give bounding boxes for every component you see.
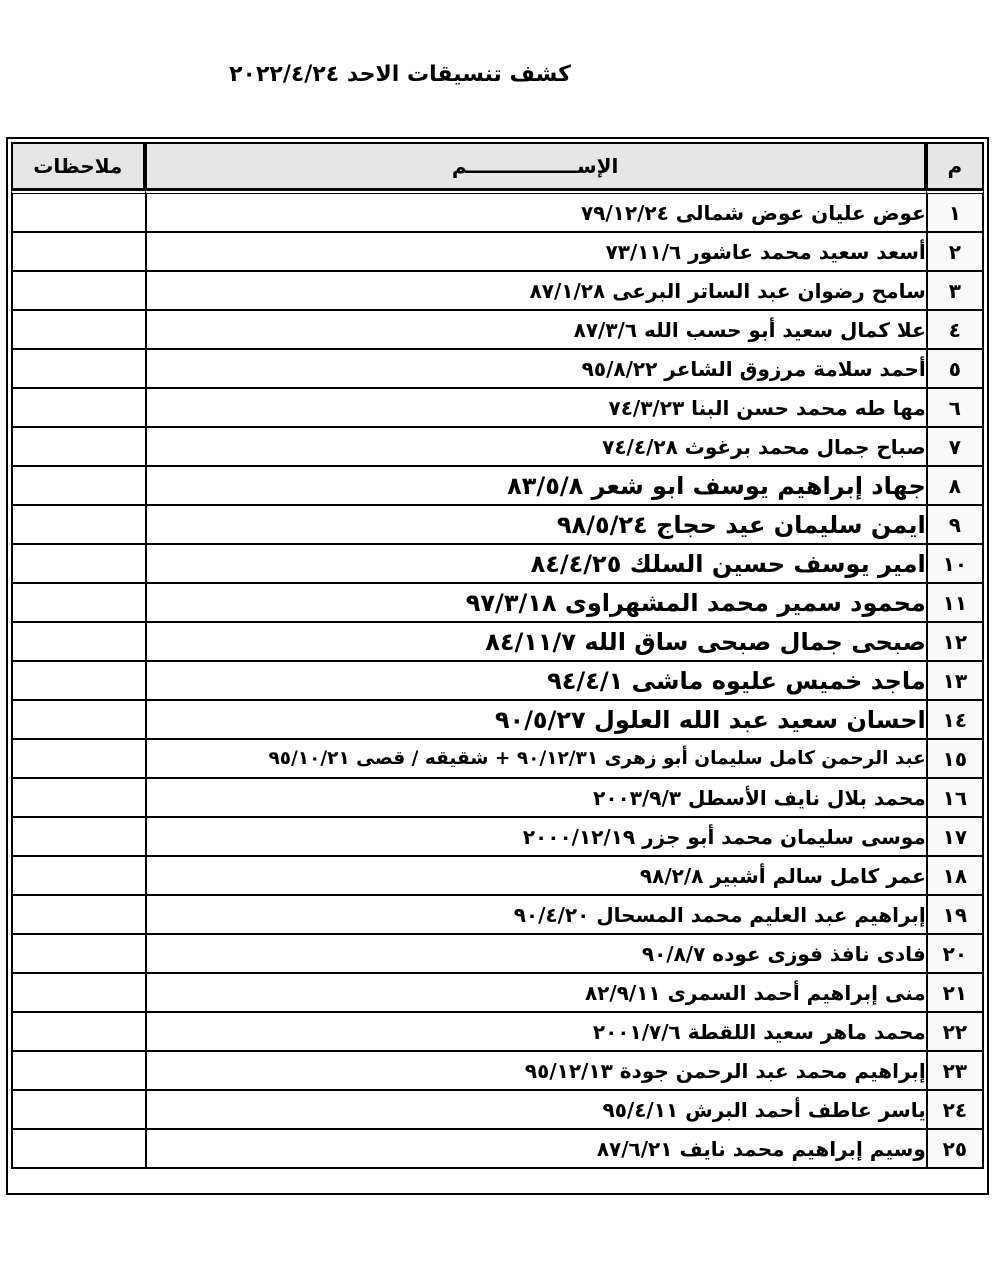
row-number-cell: ٢١ — [926, 974, 984, 1013]
row-number-cell: ١٣ — [926, 662, 984, 701]
row-notes-cell — [11, 701, 145, 740]
row-notes-cell — [11, 389, 145, 428]
row-notes-cell — [11, 623, 145, 662]
table-row — [11, 623, 984, 662]
table-row — [11, 662, 984, 701]
table-row — [11, 190, 984, 233]
row-number-cell: ٢٠ — [926, 935, 984, 974]
row-name-cell: صباح جمال محمد برغوث ٧٤/٤/٢٨ — [145, 428, 926, 467]
row-notes-cell — [11, 1013, 145, 1052]
row-number-cell: ٣ — [926, 272, 984, 311]
row-name-cell: وسيم إبراهيم محمد نايف ٨٧/٦/٢١ — [145, 1130, 926, 1169]
row-number-cell: ٦ — [926, 389, 984, 428]
row-number-cell: ٢٢ — [926, 1013, 984, 1052]
row-number-cell: ٩ — [926, 506, 984, 545]
table-header-row — [11, 142, 984, 190]
table-row — [11, 467, 984, 506]
table-body — [11, 190, 984, 1169]
table-row — [11, 389, 984, 428]
row-number-cell: ٢٥ — [926, 1130, 984, 1169]
row-notes-cell — [11, 272, 145, 311]
row-name-cell: سامح رضوان عبد الساتر البرعى ٨٧/١/٢٨ — [145, 272, 926, 311]
number-column-header: م — [926, 142, 984, 190]
table-row — [11, 311, 984, 350]
roster-table — [11, 142, 984, 1169]
row-name-cell: مها طه محمد حسن البنا ٧٤/٣/٢٣ — [145, 389, 926, 428]
name-column-header: الإســــــــــــــــم — [145, 142, 926, 190]
table-row — [11, 1013, 984, 1052]
row-notes-cell — [11, 1091, 145, 1130]
row-notes-cell — [11, 779, 145, 818]
table-row — [11, 974, 984, 1013]
table-row — [11, 1130, 984, 1169]
row-name-cell: منى إبراهيم أحمد السمرى ٨٢/٩/١١ — [145, 974, 926, 1013]
row-name-cell: محمد بلال نايف الأسطل ٢٠٠٣/٩/٣ — [145, 779, 926, 818]
row-name-cell: أسعد سعيد محمد عاشور ٧٣/١١/٦ — [145, 233, 926, 272]
table-row — [11, 428, 984, 467]
row-number-cell: ١٤ — [926, 701, 984, 740]
row-name-cell: ماجد خميس عليوه ماشى ٩٤/٤/١ — [145, 662, 926, 701]
row-number-cell: ٧ — [926, 428, 984, 467]
row-notes-cell — [11, 190, 145, 233]
row-notes-cell — [11, 896, 145, 935]
row-name-cell: عبد الرحمن كامل سليمان أبو زهرى ٩٠/١٢/٣١ + شقيقه / قصى ٩٥/١٠/٢١ — [145, 740, 926, 779]
row-number-cell: ١٨ — [926, 857, 984, 896]
row-name-cell: صبحى جمال صبحى ساق الله ٨٤/١١/٧ — [145, 623, 926, 662]
row-number-cell: ١٧ — [926, 818, 984, 857]
row-number-cell: ١٥ — [926, 740, 984, 779]
row-notes-cell — [11, 974, 145, 1013]
row-name-cell: ياسر عاطف أحمد البرش ٩٥/٤/١١ — [145, 1091, 926, 1130]
row-name-cell: جهاد إبراهيم يوسف ابو شعر ٨٣/٥/٨ — [145, 467, 926, 506]
row-number-cell: ٥ — [926, 350, 984, 389]
table-row — [11, 740, 984, 779]
row-name-cell: إبراهيم محمد عبد الرحمن جودة ٩٥/١٢/١٣ — [145, 1052, 926, 1091]
row-notes-cell — [11, 428, 145, 467]
row-name-cell: إبراهيم عبد العليم محمد المسحال ٩٠/٤/٢٠ — [145, 896, 926, 935]
row-notes-cell — [11, 506, 145, 545]
page-title: كشف تنسيقات الاحد ٢٠٢٢/٤/٢٤ — [229, 62, 571, 87]
row-notes-cell — [11, 311, 145, 350]
row-number-cell: ١٩ — [926, 896, 984, 935]
row-notes-cell — [11, 935, 145, 974]
table-row — [11, 584, 984, 623]
row-notes-cell — [11, 740, 145, 779]
table-frame — [6, 137, 989, 1195]
row-notes-cell — [11, 818, 145, 857]
row-notes-cell — [11, 857, 145, 896]
row-notes-cell — [11, 350, 145, 389]
table-row — [11, 545, 984, 584]
row-number-cell: ١٦ — [926, 779, 984, 818]
row-name-cell: عمر كامل سالم أشبير ٩٨/٢/٨ — [145, 857, 926, 896]
row-notes-cell — [11, 545, 145, 584]
table-row — [11, 818, 984, 857]
row-name-cell: موسى سليمان محمد أبو جزر ٢٠٠٠/١٢/١٩ — [145, 818, 926, 857]
table-row — [11, 896, 984, 935]
table-row — [11, 506, 984, 545]
row-name-cell: محمد ماهر سعيد اللقطة ٢٠٠١/٧/٦ — [145, 1013, 926, 1052]
row-name-cell: علا كمال سعيد أبو حسب الله ٨٧/٣/٦ — [145, 311, 926, 350]
table-row — [11, 272, 984, 311]
row-notes-cell — [11, 1130, 145, 1169]
row-notes-cell — [11, 467, 145, 506]
table-row — [11, 701, 984, 740]
row-notes-cell — [11, 584, 145, 623]
row-number-cell: ١١ — [926, 584, 984, 623]
row-number-cell: ٢٤ — [926, 1091, 984, 1130]
row-name-cell: احسان سعيد عبد الله العلول ٩٠/٥/٢٧ — [145, 701, 926, 740]
table-row — [11, 935, 984, 974]
row-number-cell: ٢٣ — [926, 1052, 984, 1091]
row-number-cell: ١٢ — [926, 623, 984, 662]
row-name-cell: عوض عليان عوض شمالى ٧٩/١٢/٢٤ — [145, 190, 926, 233]
row-name-cell: فادى نافذ فوزى عوده ٩٠/٨/٧ — [145, 935, 926, 974]
row-notes-cell — [11, 1052, 145, 1091]
row-number-cell: ١ — [926, 190, 984, 233]
row-number-cell: ٤ — [926, 311, 984, 350]
row-number-cell: ٢ — [926, 233, 984, 272]
table-row — [11, 1091, 984, 1130]
table-row — [11, 1052, 984, 1091]
row-number-cell: ١٠ — [926, 545, 984, 584]
table-row — [11, 350, 984, 389]
row-name-cell: أحمد سلامة مرزوق الشاعر ٩٥/٨/٢٢ — [145, 350, 926, 389]
table-row — [11, 233, 984, 272]
row-name-cell: ايمن سليمان عيد حجاج ٩٨/٥/٢٤ — [145, 506, 926, 545]
row-number-cell: ٨ — [926, 467, 984, 506]
row-notes-cell — [11, 233, 145, 272]
row-name-cell: محمود سمير محمد المشهراوى ٩٧/٣/١٨ — [145, 584, 926, 623]
row-notes-cell — [11, 662, 145, 701]
notes-column-header: ملاحظات — [11, 142, 145, 190]
table-row — [11, 779, 984, 818]
table-row — [11, 857, 984, 896]
row-name-cell: امير يوسف حسين السلك ٨٤/٤/٢٥ — [145, 545, 926, 584]
